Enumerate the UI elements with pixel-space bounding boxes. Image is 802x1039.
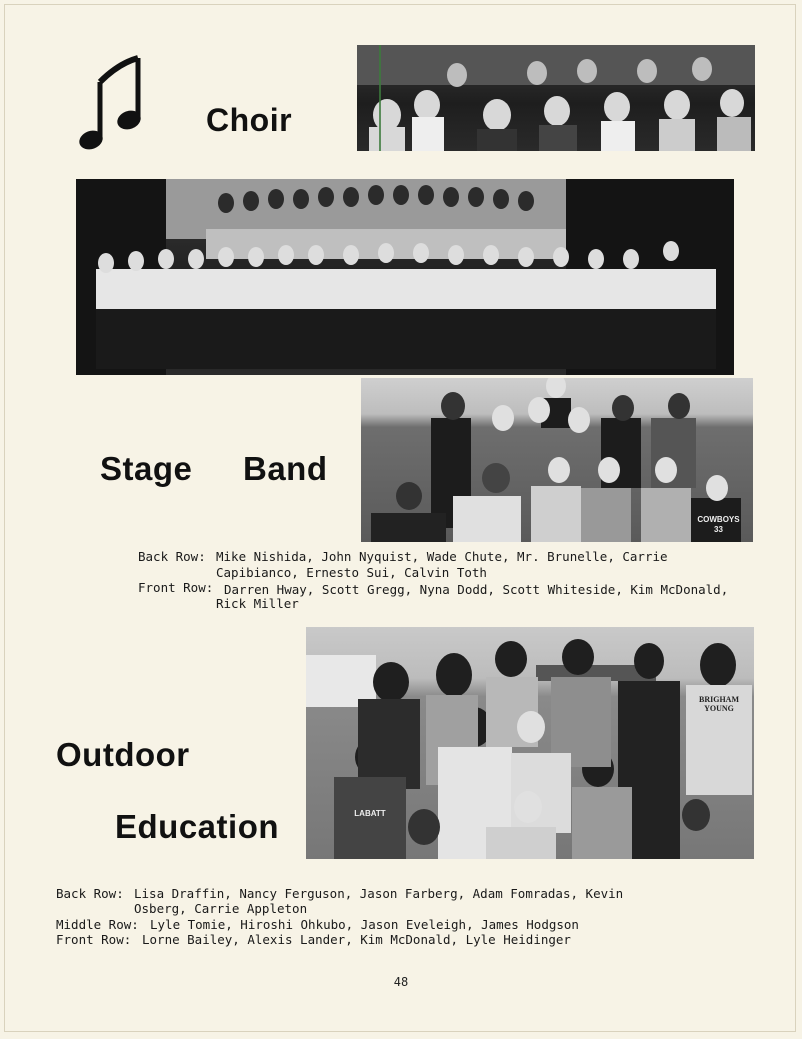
outdoor-education-title-education: Education [115,808,280,845]
stage-band-back-row-line1: Mike Nishida, John Nyquist, Wade Chute, Mr. Brunelle, Carrie [216,549,668,564]
choir-group-photo [76,179,734,375]
stage-band-photo [361,378,753,542]
outdoor-back-row-label: Back Row: [56,886,124,901]
stage-band-title-band: Band [243,450,328,487]
stage-band-front-row-label: Front Row: [138,580,214,595]
choir-title: Choir [206,102,293,138]
choir-rehearsal-photo [357,45,755,151]
stage-band-front-row-line1: Darren Hway, Scott Gregg, Nyna Dodd, Scott Whiteside, Kim McDonald, [224,582,729,597]
outdoor-back-row-line1: Lisa Draffin, Nancy Ferguson, Jason Farberg, Adam Fomradas, Kevin [134,886,624,901]
stage-band-back-row-line2: Capibianco, Ernesto Sui, Calvin Toth [216,565,487,580]
stage-band-title-stage: Stage [100,450,193,487]
music-note-icon [78,52,148,154]
cowboys-shirt-text: COWBOYS 33 [697,515,740,534]
outdoor-education-title-outdoor: Outdoor [56,736,190,773]
outdoor-middle-row-line1: Lyle Tomie, Hiroshi Ohkubo, Jason Eveleigh, James Hodgson [150,917,579,932]
labatt-shirt-text: LABATT [354,809,386,818]
outdoor-front-row-line1: Lorne Bailey, Alexis Lander, Kim McDonald, Lyle Heidinger [142,932,571,947]
outdoor-front-row-label: Front Row: [56,932,132,947]
outdoor-back-row-line2: Osberg, Carrie Appleton [134,901,308,916]
brigham-young-shirt-text: BRIGHAM YOUNG [699,695,739,713]
outdoor-middle-row-label: Middle Row: [56,917,139,932]
outdoor-education-photo [306,627,754,859]
stage-band-back-row-label: Back Row: [138,549,206,564]
stage-band-front-row-line2: Rick Miller [216,596,299,611]
page-number: 48 [393,975,409,989]
